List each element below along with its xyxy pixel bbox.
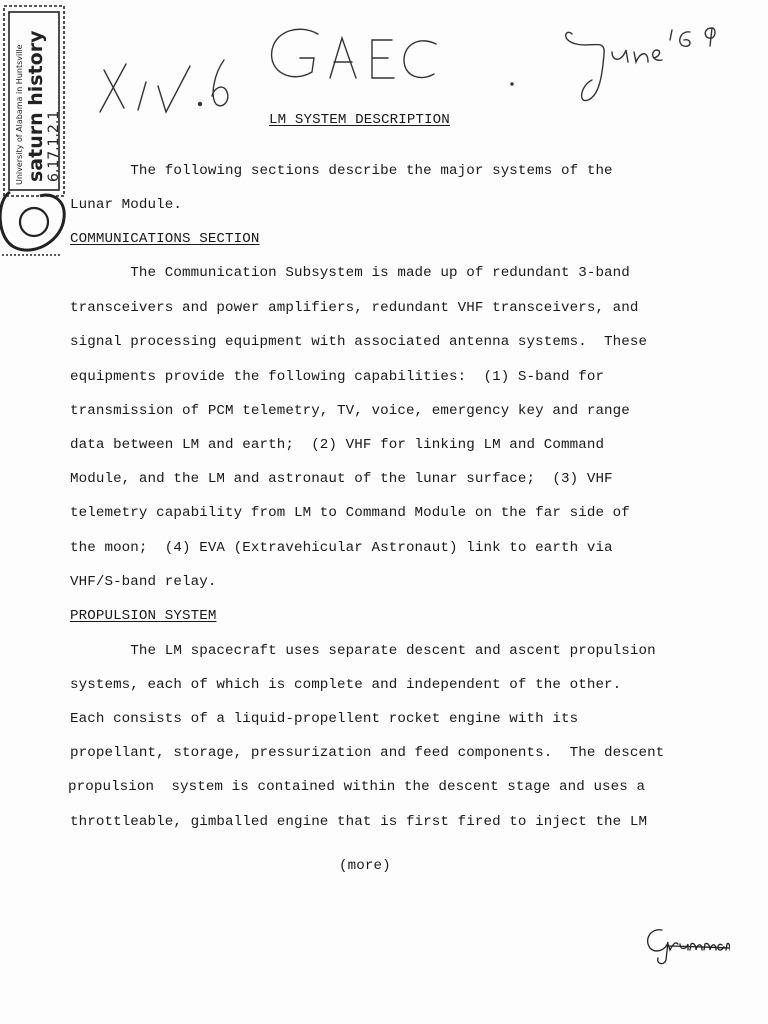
body-line: Each consists of a liquid-propellent rocket engine with its (70, 711, 579, 727)
body-line: throttleable, gimballed engine that is first fired to inject the LM (70, 814, 648, 830)
document-title: LM SYSTEM DESCRIPTION (269, 112, 450, 128)
body-line: transmission of PCM telemetry, TV, voice, emergency key and range (70, 403, 630, 419)
intro-line: The following sections describe the major systems of the (70, 163, 613, 179)
section-heading-communications: COMMUNICATIONS SECTION (70, 231, 260, 247)
svg-text:6.17.1.2.1: 6.17.1.2.1 (46, 110, 62, 182)
body-line: The Communication Subsystem is made up of redundant 3-band (70, 265, 630, 281)
body-line: equipments provide the following capabilities: (1) S-band for (70, 369, 605, 385)
intro-line: Lunar Module. (70, 197, 182, 213)
body-line: the moon; (4) EVA (Extravehicular Astronaut) link to earth via (70, 540, 613, 556)
body-line: telemetry capability from LM to Command Module on the far side of (70, 505, 630, 521)
svg-text:saturn history: saturn history (25, 30, 47, 182)
section-heading-propulsion: PROPULSION SYSTEM (70, 608, 217, 624)
body-line: data between LM and earth; (2) VHF for linking LM and Command (70, 437, 605, 453)
more-marker: (more) (339, 858, 391, 874)
body-line: VHF/S-band relay. (70, 574, 217, 590)
body-line: propulsion system is contained within the descent stage and uses a (68, 779, 646, 795)
body-line: propellant, storage, pressurization and feed components. The descent (70, 745, 665, 761)
svg-text:University of Alabama in Hunts: University of Alabama in Huntsville (15, 44, 24, 185)
body-line: The LM spacecraft uses separate descent and ascent propulsion (70, 643, 656, 659)
body-line: signal processing equipment with associated antenna systems. These (70, 334, 648, 350)
grumman-signature-logo (640, 920, 730, 970)
body-line: Module, and the LM and astronaut of the lunar surface; (3) VHF (70, 471, 613, 487)
body-line: systems, each of which is complete and independent of the other. (70, 677, 622, 693)
body-line: transceivers and power amplifiers, redundant VHF transceivers, and (70, 300, 639, 316)
